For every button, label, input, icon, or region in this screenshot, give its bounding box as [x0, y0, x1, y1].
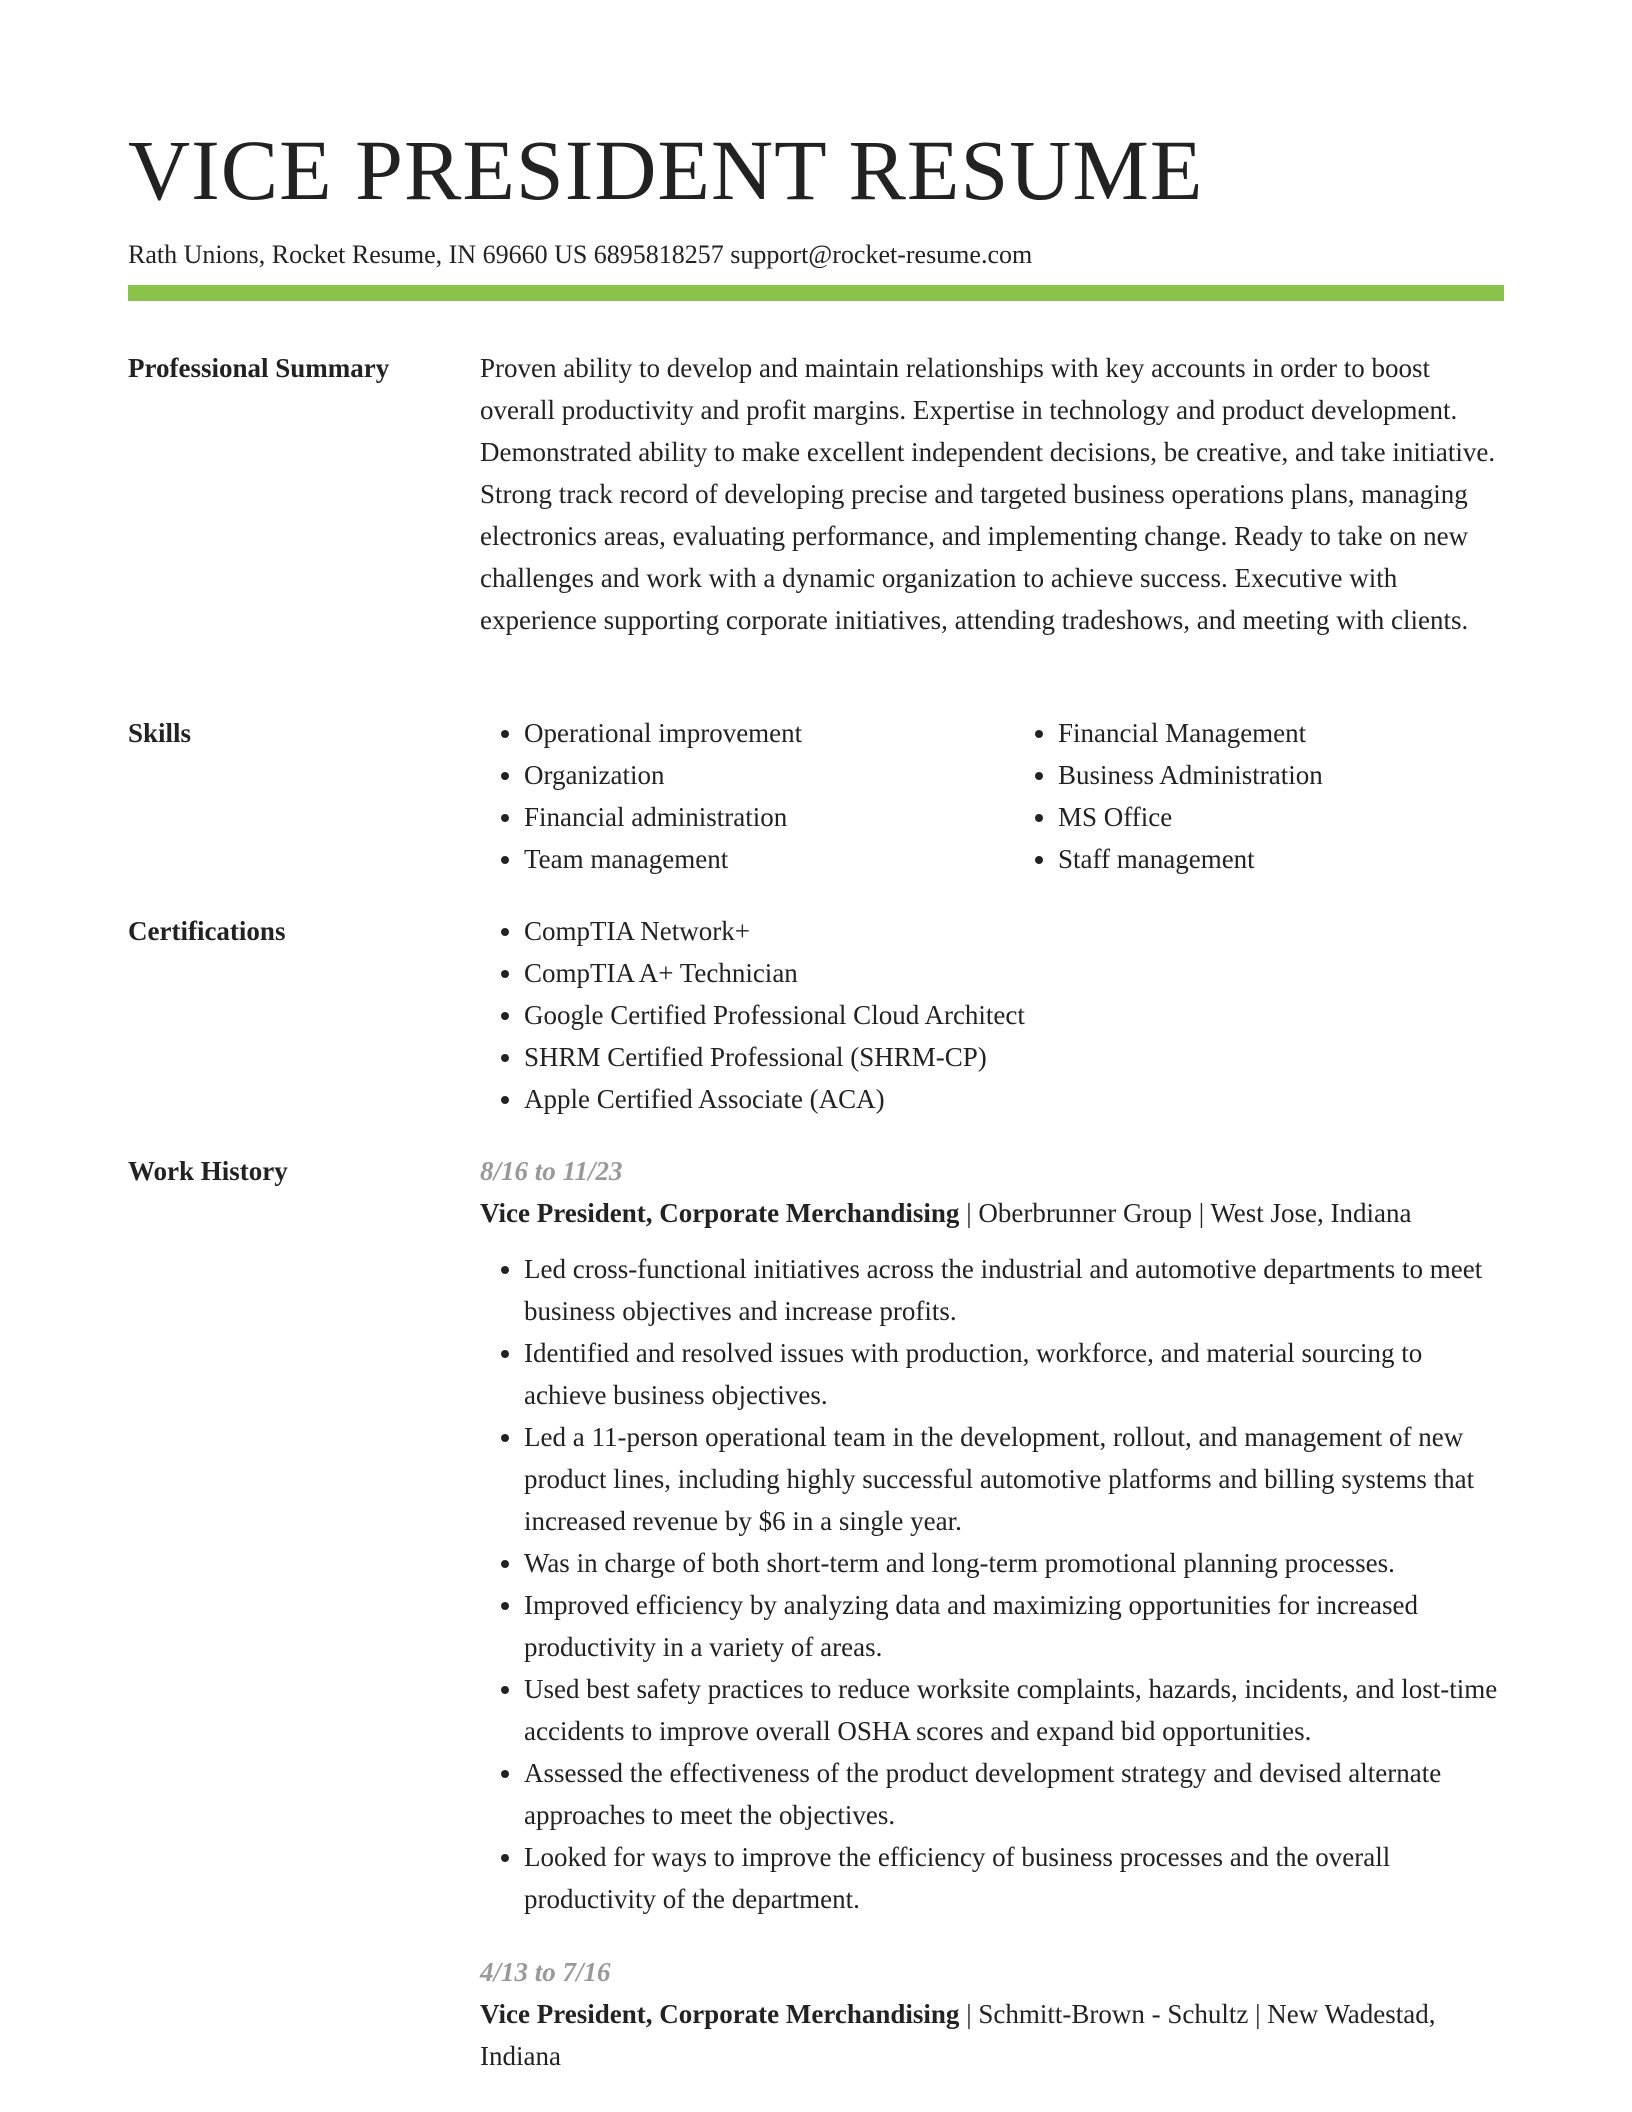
job-employer-location: | Schmitt-Brown - Schultz | New Wadestad, Indiana — [480, 1999, 1436, 2071]
certification-item: • CompTIA A+ Technician — [524, 952, 1504, 994]
job-bullet: • Led a 11-person operational team in the development, rollout, and management of new product lines, including highly successful automotive platforms and billing systems that increased revenue by $6 in a single year. — [524, 1416, 1504, 1542]
summary-text: Proven ability to develop and maintain relationships with key accounts in order to boost overall productivity and profit margins. Expertise in technology and product development. Demonstrated ability to make excellent independent decisions, be creative, and take initiative. Strong track record of developing precise and targeted business operations plans, managing electronics areas, evaluating performance, and implementing change. Ready to take on new challenges and work with a dynamic organization to achieve success. Executive with experience supporting corporate initiatives, attending tradeshows, and meeting with clients. — [480, 353, 1496, 635]
work-history-section — [128, 1150, 1504, 2080]
certification-item: • CompTIA Network+ — [524, 910, 1504, 952]
skill-item: • Financial Management — [1058, 712, 1504, 754]
job-bullet: • Improved efficiency by analyzing data and maximizing opportunities for increased productivity in a variety of areas. — [524, 1584, 1504, 1668]
skill-item: • MS Office — [1058, 796, 1504, 838]
summary-label: Professional Summary — [128, 353, 390, 383]
certifications-list — [480, 910, 1504, 1120]
certification-item: • SHRM Certified Professional (SHRM-CP) — [524, 1036, 1504, 1078]
contact-line: Rath Unions, Rocket Resume, IN 69660 US 6895818257 support@rocket-resume.com — [128, 240, 1033, 269]
certification-item: • Apple Certified Associate (ACA) — [524, 1078, 1504, 1120]
skill-item: • Organization — [524, 754, 970, 796]
work-history-body — [480, 1150, 1504, 2077]
skill-item: • Business Administration — [1058, 754, 1504, 796]
resume-header — [128, 118, 1504, 272]
skill-item: • Team management — [524, 838, 970, 880]
job-bullet: • Used best safety practices to reduce worksite complaints, hazards, incidents, and lost-time accidents to improve overall OSHA scores and expand bid opportunities. — [524, 1668, 1504, 1752]
job-title: Vice President, Corporate Merchandising — [480, 1999, 960, 2029]
skills-label: Skills — [128, 718, 192, 748]
certifications-label: Certifications — [128, 916, 286, 946]
job-entry — [480, 1951, 1504, 2077]
skill-item: • Financial administration — [524, 796, 970, 838]
page-title: VICE PRESIDENT RESUME — [128, 122, 1204, 218]
skills-section — [128, 712, 1504, 882]
certification-item: • Google Certified Professional Cloud Architect — [524, 994, 1504, 1036]
job-bullets — [480, 1248, 1504, 1920]
skills-column-right — [1014, 712, 1504, 880]
job-bullet: • Assessed the effectiveness of the product development strategy and devised alternate approaches to meet the objectives. — [524, 1752, 1504, 1836]
job-dates: 4/13 to 7/16 — [480, 1957, 611, 1987]
job-bullet: • Led cross-functional initiatives across the industrial and automotive departments to meet business objectives and increase profits. — [524, 1248, 1504, 1332]
job-dates: 8/16 to 11/23 — [480, 1156, 623, 1186]
job-bullet: • Identified and resolved issues with production, workforce, and material sourcing to achieve business objectives. — [524, 1332, 1504, 1416]
summary-section — [128, 347, 1504, 687]
work-history-label: Work History — [128, 1156, 288, 1186]
skills-column-left — [480, 712, 970, 880]
job-bullet: • Looked for ways to improve the efficiency of business processes and the overall productivity of the department. — [524, 1836, 1504, 1920]
skill-item: • Operational improvement — [524, 712, 970, 754]
job-title: Vice President, Corporate Merchandising — [480, 1198, 960, 1228]
job-heading — [480, 1993, 1504, 2077]
job-heading — [480, 1192, 1504, 1234]
job-bullet: • Was in charge of both short-term and long-term promotional planning processes. — [524, 1542, 1504, 1584]
accent-divider — [128, 285, 1504, 301]
skills-body — [480, 712, 1504, 880]
certifications-section — [128, 910, 1504, 1125]
certifications-body — [480, 910, 1504, 1120]
summary-body — [480, 347, 1504, 641]
skill-item: • Staff management — [1058, 838, 1504, 880]
job-employer-location: | Oberbrunner Group | West Jose, Indiana — [959, 1198, 1412, 1228]
job-entry — [480, 1150, 1504, 1920]
